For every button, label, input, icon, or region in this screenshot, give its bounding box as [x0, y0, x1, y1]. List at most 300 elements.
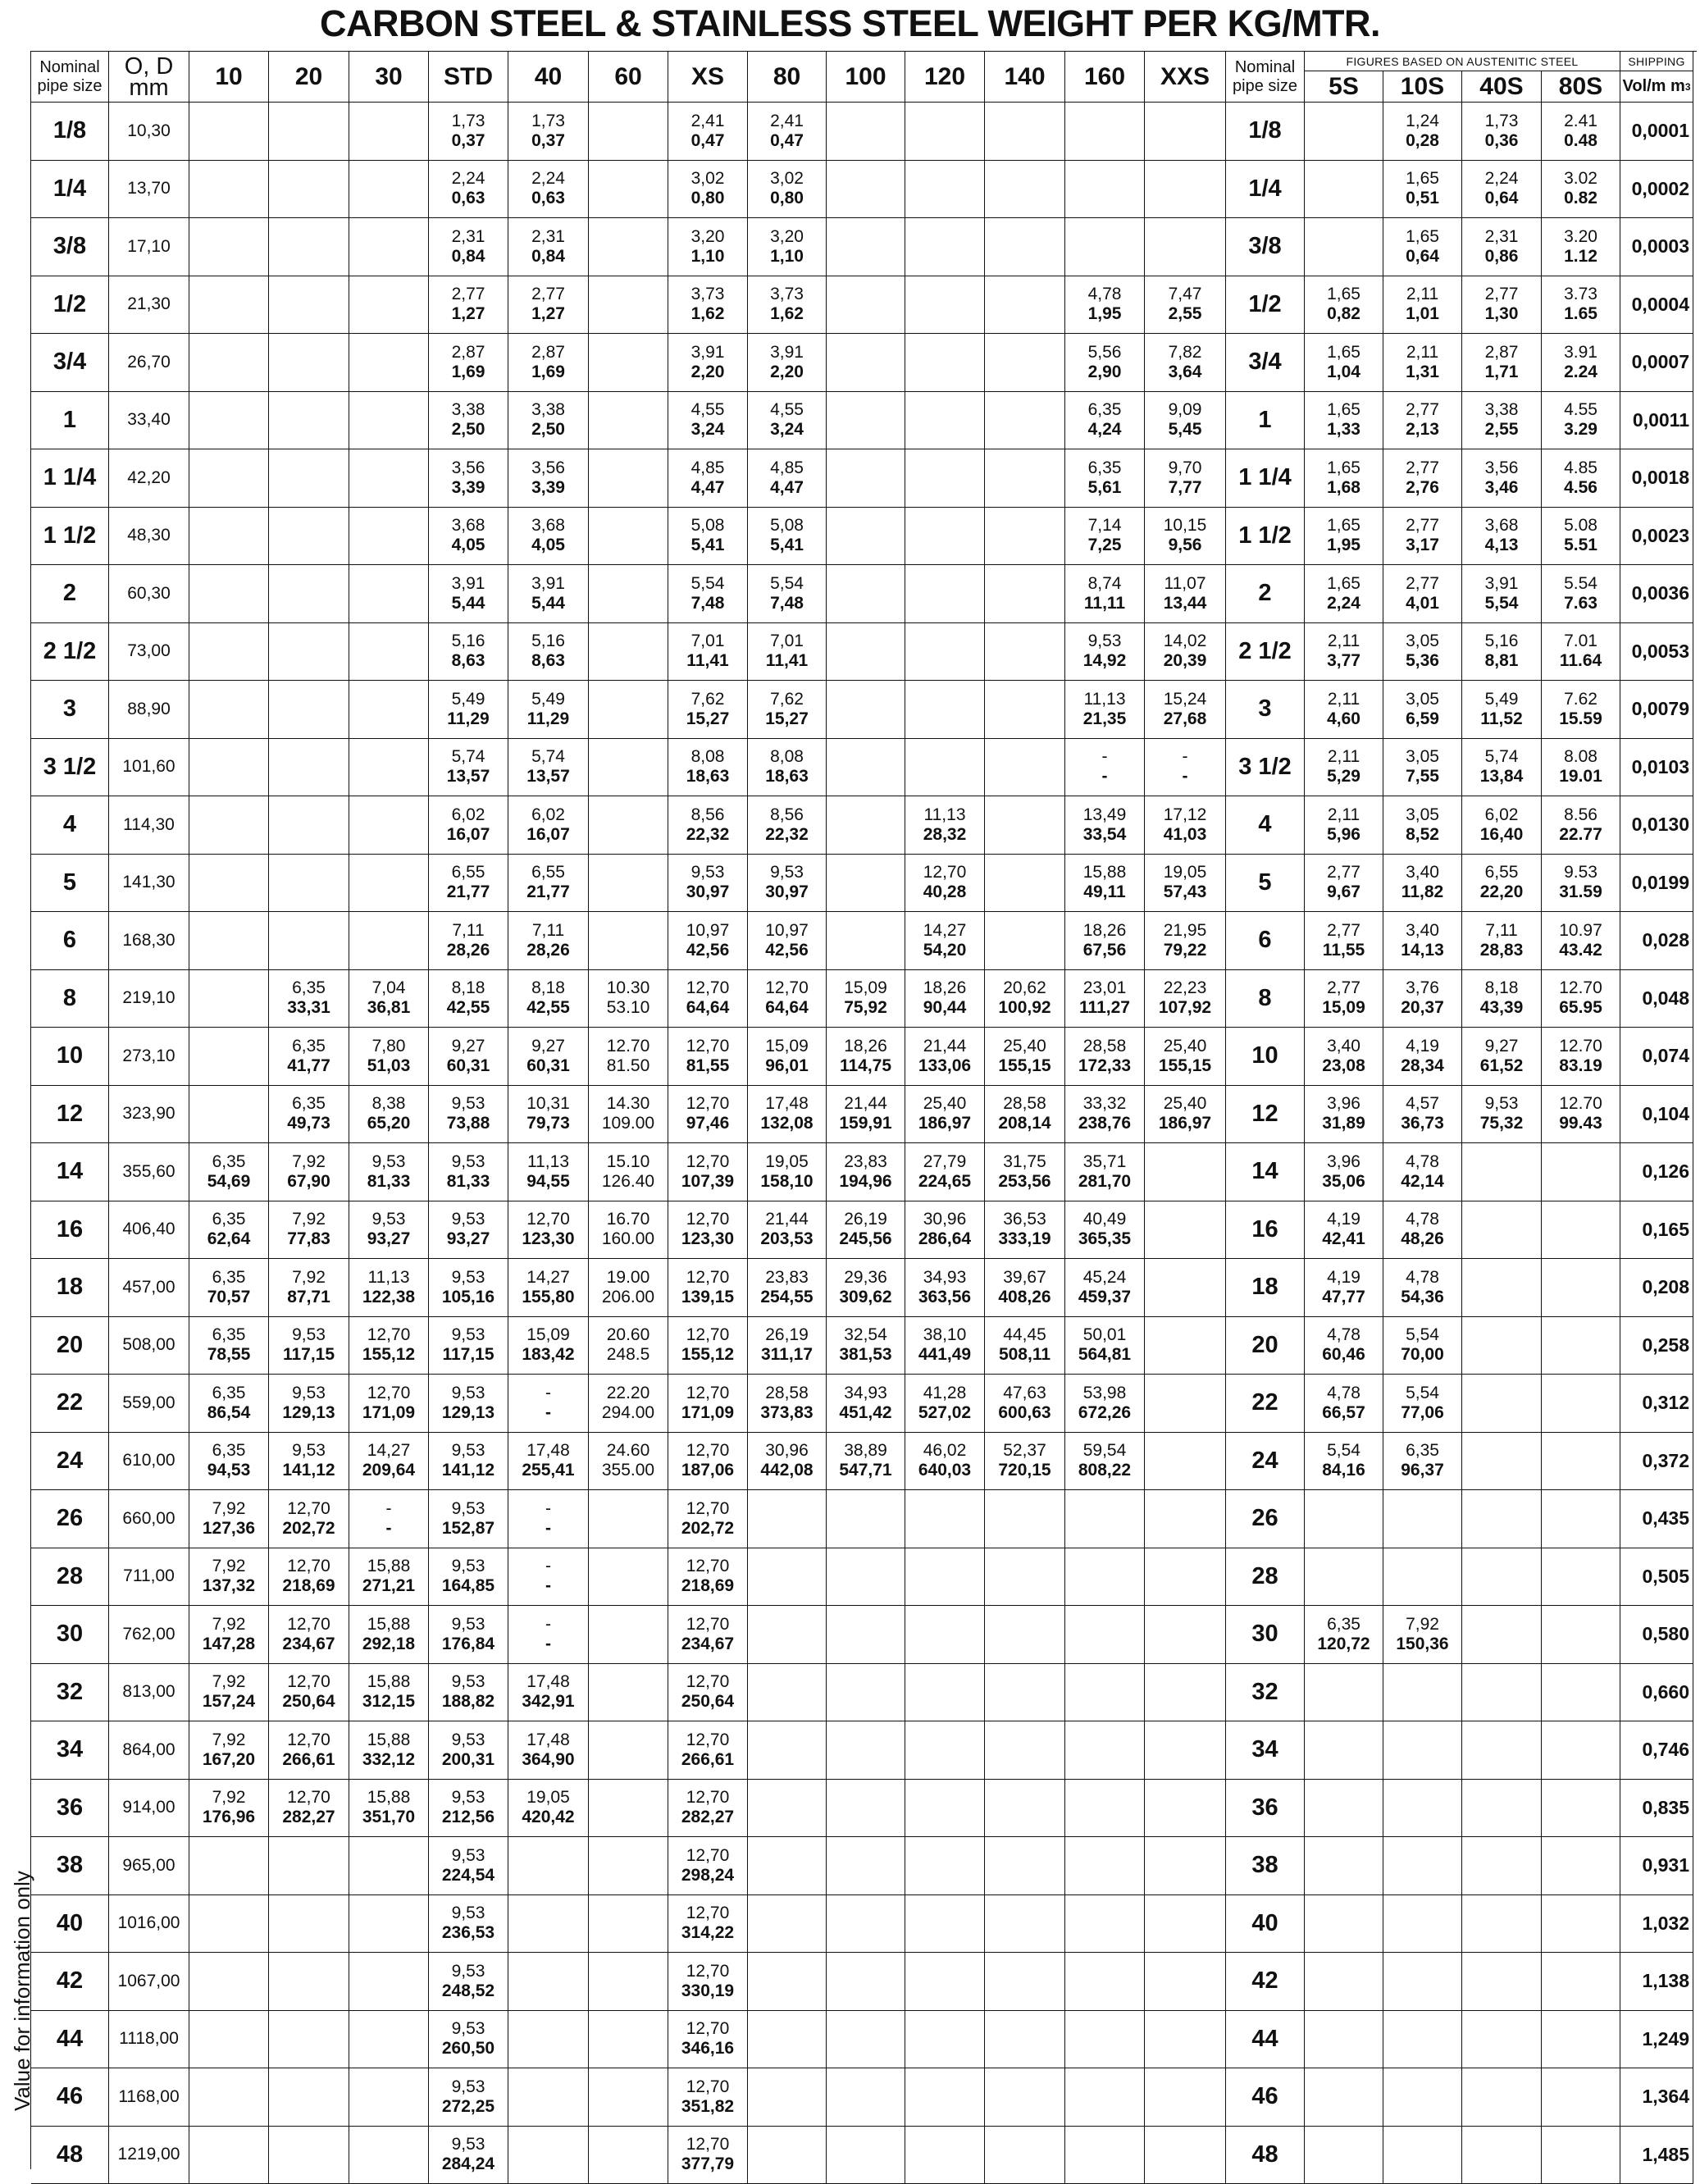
value-cell: [827, 508, 905, 566]
value-cell: [1462, 855, 1542, 913]
value-cell: [827, 1086, 905, 1144]
weight-kg-per-m: 49,11: [1083, 882, 1125, 902]
wall-thickness: 3,91: [531, 574, 565, 594]
weight-kg-per-m: 5,45: [1169, 420, 1202, 440]
shipping-volume-cell: 0,0053: [1620, 623, 1693, 682]
weight-kg-per-m: 224,65: [918, 1172, 971, 1192]
shipping-unit-text: Vol/m m: [1623, 77, 1685, 96]
weight-kg-per-m: 377,79: [681, 2154, 734, 2174]
value-cell: [1145, 1606, 1226, 1664]
weight-kg-per-m: 248,52: [442, 1981, 495, 2001]
outer-diameter-cell: 73,00: [109, 623, 189, 682]
value-cell: [1065, 912, 1145, 970]
value-cell: [985, 161, 1065, 219]
value-cell: [748, 276, 827, 335]
value-cell: [985, 1259, 1065, 1317]
wall-thickness: 9,53: [452, 1615, 485, 1635]
wall-thickness: 22,23: [1164, 978, 1207, 998]
value-cell: [1383, 1317, 1462, 1375]
value-cell: [748, 1780, 827, 1838]
nominal-size-cell: 22: [31, 1375, 109, 1433]
wall-thickness: 21,44: [765, 1210, 809, 1229]
value-cell: [508, 970, 589, 1028]
weight-kg-per-m: 155,12: [362, 1345, 415, 1365]
wall-thickness: 7,92: [212, 1672, 246, 1692]
shipping-volume-cell: 0,835: [1620, 1780, 1693, 1838]
shipping-volume-cell: 0,165: [1620, 1201, 1693, 1260]
weight-kg-per-m: 527,02: [918, 1403, 971, 1423]
value-cell: [985, 1953, 1065, 2011]
wall-thickness: 6,35: [1088, 458, 1122, 478]
value-cell: [1542, 1548, 1620, 1607]
value-cell: [827, 1895, 905, 1954]
value-cell: [269, 1259, 349, 1317]
shipping-volume-cell: 0,660: [1620, 1664, 1693, 1722]
value-cell: [1383, 796, 1462, 855]
shipping-volume-cell: 0,746: [1620, 1721, 1693, 1780]
wall-thickness: 2,87: [1485, 343, 1519, 362]
wall-thickness: 59,54: [1083, 1441, 1127, 1461]
wall-thickness: 4,78: [1406, 1268, 1439, 1288]
shipping-volume-cell: 0,258: [1620, 1317, 1693, 1375]
weight-kg-per-m: 21,35: [1083, 709, 1127, 729]
value-cell: [349, 334, 429, 392]
wall-thickness: 12,70: [686, 2019, 730, 2039]
wall-thickness: 12,70: [287, 1499, 330, 1519]
value-cell: [1542, 1490, 1620, 1548]
wall-thickness: 2,24: [531, 169, 565, 189]
value-cell: [1462, 508, 1542, 566]
value-cell: [748, 681, 827, 739]
nominal-size-cell: 2 1/2: [31, 623, 109, 682]
nominal-size-cell-2: 48: [1226, 2127, 1305, 2184]
weight-kg-per-m: 286,64: [918, 1229, 971, 1249]
value-cell: [508, 1895, 589, 1954]
value-cell: [508, 681, 589, 739]
value-cell: [985, 334, 1065, 392]
wall-thickness: 17,48: [526, 1441, 570, 1461]
weight-kg-per-m: 1,27: [452, 304, 485, 324]
value-cell: [1542, 681, 1620, 739]
weight-kg-per-m: 5,61: [1088, 478, 1122, 498]
value-cell: [1305, 1895, 1383, 1954]
nominal-size-cell: 3: [31, 681, 109, 739]
value-cell: [1462, 1259, 1542, 1317]
value-cell: [748, 392, 827, 450]
nominal-size-cell: 5: [31, 855, 109, 913]
weight-kg-per-m: 27,68: [1164, 709, 1207, 729]
value-cell: [429, 2011, 508, 2069]
weight-kg-per-m: 5,96: [1327, 825, 1360, 845]
value-cell: [429, 1028, 508, 1086]
wall-thickness: 5,08: [691, 516, 725, 536]
value-cell: [1462, 334, 1542, 392]
wall-thickness: 26,19: [844, 1210, 887, 1229]
wall-thickness: 14,27: [367, 1441, 411, 1461]
value-cell: [985, 1201, 1065, 1260]
value-cell: [589, 1433, 668, 1491]
weight-kg-per-m: 14,92: [1083, 651, 1127, 671]
weight-kg-per-m: 13,44: [1164, 594, 1207, 613]
value-cell: [985, 1086, 1065, 1144]
weight-kg-per-m: 15,27: [686, 709, 730, 729]
value-cell: [189, 449, 269, 508]
value-cell: [508, 1143, 589, 1201]
value-cell: [1383, 1490, 1462, 1548]
value-cell: [269, 681, 349, 739]
value-cell: [189, 1317, 269, 1375]
weight-kg-per-m: 22,32: [765, 825, 809, 845]
value-cell: [189, 392, 269, 450]
nominal-size-cell-2: 12: [1226, 1086, 1305, 1144]
wall-thickness: 10.30: [607, 978, 650, 998]
value-cell: [269, 1664, 349, 1722]
value-cell: [349, 218, 429, 276]
value-cell: [1145, 449, 1226, 508]
header-stainless-schedule: 40S: [1462, 71, 1542, 103]
weight-kg-per-m: 176,84: [442, 1635, 495, 1654]
header-schedule: XS: [668, 52, 748, 103]
weight-kg-per-m: 11,29: [527, 709, 569, 729]
value-cell: [349, 739, 429, 797]
header-nominal-line1: Nominal: [39, 58, 99, 77]
value-cell: [1065, 623, 1145, 682]
shipping-volume-cell: 0,208: [1620, 1259, 1693, 1317]
value-cell: [905, 1201, 985, 1260]
wall-thickness: 3,56: [531, 458, 565, 478]
weight-kg-per-m: 1,69: [452, 362, 485, 382]
wall-thickness: 12,70: [526, 1210, 570, 1229]
wall-thickness: 9,53: [452, 2019, 485, 2039]
value-cell: [189, 1895, 269, 1954]
value-cell: [429, 739, 508, 797]
value-cell: [1065, 103, 1145, 161]
value-cell: [668, 739, 748, 797]
outer-diameter-cell: 1168,00: [109, 2068, 189, 2127]
wall-thickness: 11,07: [1164, 574, 1206, 594]
value-cell: [1065, 1895, 1145, 1954]
value-cell: [589, 1143, 668, 1201]
value-cell: [269, 1375, 349, 1433]
value-cell: [1462, 161, 1542, 219]
wall-thickness: 12,70: [686, 1730, 730, 1750]
wall-thickness: 12,70: [287, 1557, 330, 1576]
wall-thickness: 34,93: [923, 1268, 967, 1288]
outer-diameter-cell: 17,10: [109, 218, 189, 276]
wall-thickness: 12,70: [686, 1441, 730, 1461]
wall-thickness: 2,31: [452, 227, 485, 247]
value-cell: [189, 623, 269, 682]
weight-kg-per-m: 43,39: [1480, 998, 1524, 1018]
wall-thickness: 2,41: [770, 112, 804, 131]
weight-kg-per-m: 70,57: [207, 1288, 251, 1307]
value-cell: [1462, 970, 1542, 1028]
weight-kg-per-m: 42,56: [765, 941, 809, 960]
wall-thickness: 7,92: [212, 1557, 246, 1576]
value-cell: [1065, 449, 1145, 508]
weight-kg-per-m: 212,56: [442, 1808, 495, 1827]
nominal-size-cell: 36: [31, 1780, 109, 1838]
value-cell: [269, 739, 349, 797]
weight-kg-per-m: 60,31: [447, 1056, 490, 1076]
value-cell: [1305, 1201, 1383, 1260]
value-cell: [1065, 1317, 1145, 1375]
wall-thickness: 22.20: [607, 1384, 650, 1403]
value-cell: [985, 1606, 1065, 1664]
value-cell: [748, 1086, 827, 1144]
wall-thickness: 15,09: [526, 1325, 570, 1345]
value-cell: [1145, 1548, 1226, 1607]
weight-kg-per-m: 48,26: [1401, 1229, 1444, 1249]
wall-thickness: 12,70: [686, 1557, 730, 1576]
weight-kg-per-m: 363,56: [918, 1288, 971, 1307]
value-cell: [1065, 565, 1145, 623]
weight-kg-per-m: 5.51: [1564, 536, 1597, 555]
value-cell: [827, 103, 905, 161]
wall-thickness: 7,80: [372, 1037, 406, 1056]
weight-kg-per-m: 342,91: [522, 1692, 574, 1712]
value-cell: [429, 1259, 508, 1317]
value-cell: [589, 565, 668, 623]
wall-thickness: 11,13: [527, 1152, 569, 1172]
wall-thickness: 9,53: [452, 1210, 485, 1229]
weight-kg-per-m: 21,77: [447, 882, 490, 902]
wall-thickness: 12,70: [686, 1037, 730, 1056]
value-cell: [189, 1548, 269, 1607]
value-cell: [1383, 1953, 1462, 2011]
wall-thickness: 6,02: [531, 805, 565, 825]
weight-kg-per-m: 22,32: [686, 825, 730, 845]
value-cell: [1145, 1780, 1226, 1838]
value-cell: [1462, 1433, 1542, 1491]
value-cell: [589, 1375, 668, 1433]
value-cell: [349, 449, 429, 508]
wall-thickness: -: [1183, 747, 1188, 767]
wall-thickness: 12,70: [287, 1788, 330, 1808]
weight-kg-per-m: 86,54: [207, 1403, 251, 1423]
wall-thickness: 8,08: [691, 747, 725, 767]
weight-kg-per-m: 9,67: [1327, 882, 1360, 902]
value-cell: [589, 1201, 668, 1260]
wall-thickness: 3,05: [1406, 690, 1439, 709]
weight-kg-per-m: 129,13: [282, 1403, 335, 1423]
weight-kg-per-m: 40,28: [923, 882, 967, 902]
outer-diameter-cell: 610,00: [109, 1433, 189, 1491]
value-cell: [668, 1721, 748, 1780]
value-cell: [827, 1953, 905, 2011]
value-cell: [905, 1721, 985, 1780]
weight-kg-per-m: 117,15: [442, 1345, 494, 1365]
value-cell: [1145, 1028, 1226, 1086]
value-cell: [269, 565, 349, 623]
weight-kg-per-m: 28,34: [1401, 1056, 1444, 1076]
header-schedule: XXS: [1145, 52, 1226, 103]
value-cell: [1383, 1259, 1462, 1317]
shipping-volume-cell: 0,0079: [1620, 681, 1693, 739]
wall-thickness: 9,53: [452, 1094, 485, 1114]
value-cell: [1145, 1664, 1226, 1722]
weight-kg-per-m: 332,12: [362, 1750, 415, 1770]
wall-thickness: 28,58: [1083, 1037, 1127, 1056]
outer-diameter-cell: 101,60: [109, 739, 189, 797]
value-cell: [429, 1490, 508, 1548]
header-schedule: 160: [1065, 52, 1145, 103]
wall-thickness: 3,38: [452, 400, 485, 420]
weight-kg-per-m: 11,55: [1323, 941, 1365, 960]
outer-diameter-cell: 26,70: [109, 334, 189, 392]
value-cell: [1305, 2011, 1383, 2069]
shipping-volume-cell: 0,0004: [1620, 276, 1693, 335]
value-cell: [1383, 161, 1462, 219]
wall-thickness: 3.73: [1564, 285, 1597, 304]
value-cell: [827, 1433, 905, 1491]
wall-thickness: 15,88: [367, 1788, 411, 1808]
nominal-size-cell: 6: [31, 912, 109, 970]
wall-thickness: 12,70: [686, 1499, 730, 1519]
value-cell: [1542, 276, 1620, 335]
value-cell: [1383, 2011, 1462, 2069]
value-cell: [748, 1548, 827, 1607]
wall-thickness: 6,35: [1088, 400, 1122, 420]
weight-kg-per-m: 60,31: [526, 1056, 570, 1076]
shipping-volume-cell: 0,580: [1620, 1606, 1693, 1664]
weight-kg-per-m: 4,05: [452, 536, 485, 555]
wall-thickness: 18,26: [1083, 921, 1127, 941]
wall-thickness: -: [386, 1499, 392, 1519]
side-note: Value for information only: [8, 1873, 36, 2111]
header-schedule: 20: [269, 52, 349, 103]
value-cell: [748, 2127, 827, 2184]
value-cell: [269, 855, 349, 913]
weight-kg-per-m: 194,96: [839, 1172, 891, 1192]
wall-thickness: 7,01: [691, 631, 725, 651]
pipe-weight-table: [30, 51, 1697, 2169]
wall-thickness: 8.56: [1564, 805, 1597, 825]
weight-kg-per-m: 96,37: [1401, 1461, 1444, 1480]
wall-thickness: 11,13: [1084, 690, 1126, 709]
wall-thickness: 9,53: [452, 2077, 485, 2097]
value-cell: [1383, 1606, 1462, 1664]
value-cell: [827, 392, 905, 450]
wall-thickness: 6,35: [292, 1037, 326, 1056]
wall-thickness: 5,54: [691, 574, 725, 594]
value-cell: [668, 855, 748, 913]
value-cell: [748, 565, 827, 623]
wall-thickness: 14,27: [923, 921, 967, 941]
wall-thickness: 15,88: [367, 1557, 411, 1576]
nominal-size-cell: 3/8: [31, 218, 109, 276]
weight-kg-per-m: -: [386, 1519, 392, 1539]
value-cell: [508, 2068, 589, 2127]
value-cell: [429, 912, 508, 970]
weight-kg-per-m: 18,63: [686, 767, 730, 787]
value-cell: [905, 565, 985, 623]
value-cell: [668, 392, 748, 450]
shipping-volume-cell: 0,104: [1620, 1086, 1693, 1144]
value-cell: [1145, 1086, 1226, 1144]
value-cell: [668, 1433, 748, 1491]
weight-kg-per-m: 271,21: [362, 1576, 415, 1596]
value-cell: [189, 103, 269, 161]
wall-thickness: 2,77: [1327, 978, 1360, 998]
wall-thickness: 12,70: [287, 1730, 330, 1750]
wall-thickness: 5,16: [531, 631, 565, 651]
value-cell: [189, 1201, 269, 1260]
nominal-size-cell: 18: [31, 1259, 109, 1317]
value-cell: [1145, 2011, 1226, 2069]
value-cell: [189, 565, 269, 623]
wall-thickness: 5,08: [770, 516, 804, 536]
header-austenitic-caption: FIGURES BASED ON AUSTENITIC STEEL: [1305, 52, 1620, 71]
value-cell: [269, 1548, 349, 1607]
weight-kg-per-m: 155,80: [522, 1288, 574, 1307]
value-cell: [1542, 1721, 1620, 1780]
value-cell: [1462, 1664, 1542, 1722]
weight-kg-per-m: 1,95: [1327, 536, 1360, 555]
wall-thickness: 12,70: [686, 2077, 730, 2097]
wall-thickness: 1,65: [1406, 169, 1439, 189]
value-cell: [1383, 1375, 1462, 1433]
weight-kg-per-m: 309,62: [839, 1288, 891, 1307]
value-cell: [827, 1317, 905, 1375]
value-cell: [985, 2127, 1065, 2184]
weight-kg-per-m: 188,82: [442, 1692, 495, 1712]
shipping-volume-cell: 1,364: [1620, 2068, 1693, 2127]
value-cell: [189, 1664, 269, 1722]
value-cell: [589, 970, 668, 1028]
value-cell: [1383, 1028, 1462, 1086]
value-cell: [1462, 1317, 1542, 1375]
wall-thickness: 9,53: [452, 2135, 485, 2154]
value-cell: [589, 681, 668, 739]
outer-diameter-cell: 60,30: [109, 565, 189, 623]
value-cell: [429, 276, 508, 335]
wall-thickness: 40,49: [1083, 1210, 1127, 1229]
weight-kg-per-m: 351,82: [681, 2097, 734, 2117]
value-cell: [985, 1317, 1065, 1375]
value-cell: [905, 1895, 985, 1954]
value-cell: [1383, 1548, 1462, 1607]
value-cell: [748, 449, 827, 508]
weight-kg-per-m: 41,77: [287, 1056, 330, 1076]
wall-thickness: 7,01: [770, 631, 804, 651]
value-cell: [429, 681, 508, 739]
wall-thickness: 9,53: [1485, 1094, 1519, 1114]
value-cell: [905, 161, 985, 219]
outer-diameter-cell: 355,60: [109, 1143, 189, 1201]
value-cell: [1542, 739, 1620, 797]
value-cell: [668, 2011, 748, 2069]
wall-thickness: 6,35: [212, 1152, 246, 1172]
weight-kg-per-m: 441,49: [918, 1345, 971, 1365]
shipping-volume-cell: 0,0007: [1620, 334, 1693, 392]
weight-kg-per-m: 7,48: [691, 594, 725, 613]
weight-kg-per-m: 672,26: [1078, 1403, 1131, 1423]
value-cell: [1305, 1837, 1383, 1895]
wall-thickness: 4,78: [1327, 1325, 1360, 1345]
wall-thickness: 3,38: [531, 400, 565, 420]
value-cell: [1305, 2068, 1383, 2127]
wall-thickness: 12,70: [367, 1325, 411, 1345]
value-cell: [668, 218, 748, 276]
wall-thickness: 2,11: [1328, 747, 1360, 767]
wall-thickness: 15,88: [367, 1672, 411, 1692]
value-cell: [827, 796, 905, 855]
header-schedule: 140: [985, 52, 1065, 103]
wall-thickness: 12,70: [686, 1788, 730, 1808]
value-cell: [905, 855, 985, 913]
value-cell: [1305, 855, 1383, 913]
